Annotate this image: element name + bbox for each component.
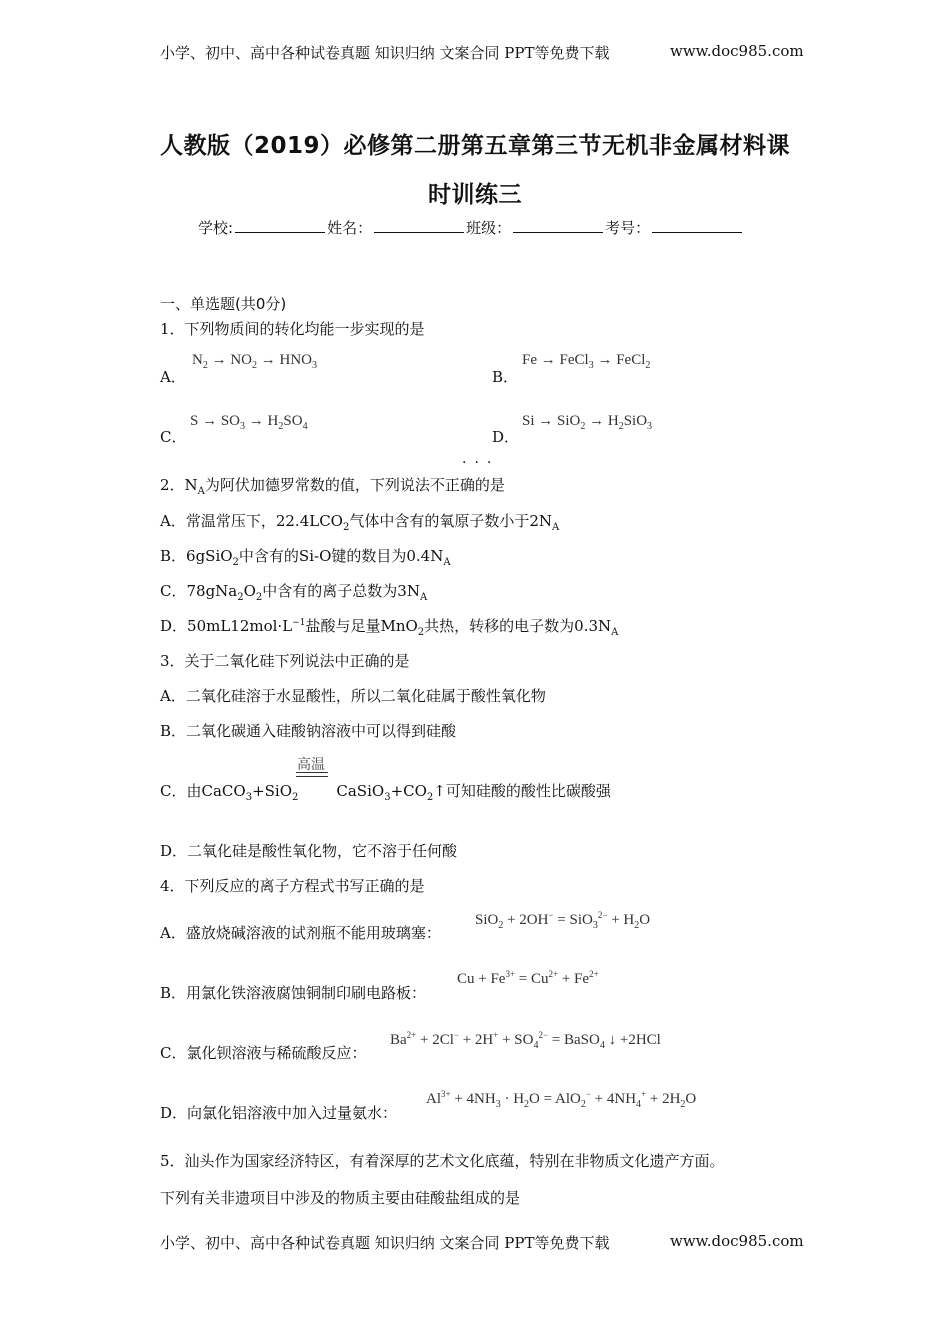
q1-option-c-formula: $S \to SO_3 \to H_2SO_4$ <box>190 413 308 432</box>
q2-prefix: 2．N <box>160 476 198 494</box>
number-blank[interactable] <box>652 218 742 233</box>
q2-rest: 为阿伏加德罗常数的值，下列说法不正确的是 <box>204 476 505 494</box>
number-label: 考号： <box>605 219 651 237</box>
q1-option-a-label: A． <box>160 368 186 386</box>
document-title-line2: 时训练三 <box>428 182 522 208</box>
name-blank[interactable] <box>374 218 464 233</box>
question-1-stem: 1．下列物质间的转化均能一步实现的是 <box>160 320 425 338</box>
name-label: 姓名： <box>327 219 373 237</box>
question-5-line2: 下列有关非遗项目中涉及的物质主要由硅酸盐组成的是 <box>160 1189 521 1207</box>
school-label: 学校: <box>198 219 234 237</box>
q4-option-b-equation: $Cu + Fe^{3+} = Cu^{2+} + Fe^{2+}$ <box>457 969 599 987</box>
q1-option-a-formula: $N_2 \to NO_2 \to HNO_3$ <box>192 352 318 371</box>
q4-option-b-text: B．用氯化铁溶液腐蚀铜制印刷电路板： <box>160 984 427 1002</box>
question-5-line1: 5．汕头作为国家经济特区，有着深厚的艺术文化底蕴，特别在非物质文化遗产方面。 <box>160 1152 725 1170</box>
q3-option-d: D．二氧化硅是酸性氧化物，它不溶于任何酸 <box>160 842 458 860</box>
q4-option-c-equation: $Ba^{2+} + 2Cl^- + 2H^+ + SO_4^{2-}$ = BaSO$_4$ ↓ +2HCl <box>390 1030 661 1051</box>
q2-option-c: C．$78gNa_2O_2$中含有的离子总数为$3N_A$ <box>160 582 428 603</box>
question-2-stem <box>160 474 505 497</box>
school-blank[interactable] <box>235 218 325 233</box>
q1-option-c-label: C． <box>160 428 187 446</box>
question-3-stem: 3．关于二氧化硅下列说法中正确的是 <box>160 652 410 670</box>
emphasis-dots: ··· <box>462 455 500 471</box>
page-header <box>160 42 804 63</box>
q4-option-d-text: D．向氯化铝溶液中加入过量氨水： <box>160 1104 398 1122</box>
q2-option-b: B．6gSiO$_2$中含有的Si-O键的数目为$0.4N_A$ <box>160 547 451 568</box>
q2-option-d: D．$50mL12mol\cdot L^{-1}$盐酸与足量MnO$_2$共热，转移的电子数为$0.3N_A$ <box>160 617 619 638</box>
q2-sub: A <box>197 486 205 497</box>
q3-c-suffix: 可知硅酸的酸性比碳酸强 <box>445 782 611 800</box>
student-info-line <box>198 217 744 238</box>
q4-option-a-text: A．盛放烧碱溶液的试剂瓶不能用玻璃塞： <box>160 924 441 942</box>
q1-option-d-label: D． <box>492 428 520 446</box>
q3-option-b: B．二氧化碳通入硅酸钠溶液中可以得到硅酸 <box>160 722 457 740</box>
header-text: 小学、初中、高中各种试卷真题 知识归纳 文案合同 PPT等免费下载 <box>160 44 610 62</box>
q2-option-a: A．常温常压下，$22.4LCO_2$气体中含有的氧原子数小于$2N_A$ <box>160 512 560 533</box>
q3-c-prefix: C．由 <box>160 782 202 800</box>
q3-condition-line <box>296 772 328 777</box>
q1-option-b-label: B． <box>492 368 519 386</box>
q3-option-c: C．由CaCO$_3$+SiO$_2$ $CaSiO_3+CO_2↑$可知硅酸的酸性比碳酸强 <box>160 782 611 803</box>
class-blank[interactable] <box>513 218 603 233</box>
question-4-stem: 4．下列反应的离子方程式书写正确的是 <box>160 877 425 895</box>
footer-text: 小学、初中、高中各种试卷真题 知识归纳 文案合同 PPT等免费下载 <box>160 1234 610 1252</box>
footer-url[interactable]: www.doc985.com <box>670 1232 804 1250</box>
q4-option-d-equation: $Al^{3+} + 4NH_3 \cdot H_2O = AlO_2^- + 4NH_4^+ + 2H_2O$ <box>426 1089 697 1110</box>
q3-option-a: A．二氧化硅溶于水显酸性，所以二氧化硅属于酸性氧化物 <box>160 687 546 705</box>
document-title-line1: 人教版（2019）必修第二册第五章第三节无机非金属材料课 <box>159 133 790 159</box>
q3-condition: 高温 <box>297 757 325 773</box>
section-heading: 一、单选题(共0分) <box>160 295 287 313</box>
page-footer <box>160 1232 804 1253</box>
q4-option-c-text: C．氯化钡溶液与稀硫酸反应： <box>160 1044 367 1062</box>
q1-option-d-formula: $Si \to SiO_2 \to H_2SiO_3$ <box>522 413 653 432</box>
q4-option-a-equation: $SiO_2 + 2OH^- = SiO_3^{2-} + H_2O$ <box>475 910 651 931</box>
class-label: 班级： <box>466 219 512 237</box>
header-url[interactable]: www.doc985.com <box>670 42 804 60</box>
q1-option-b-formula: Fe → FeCl$_3$ → FeCl$_2$ <box>522 352 651 371</box>
